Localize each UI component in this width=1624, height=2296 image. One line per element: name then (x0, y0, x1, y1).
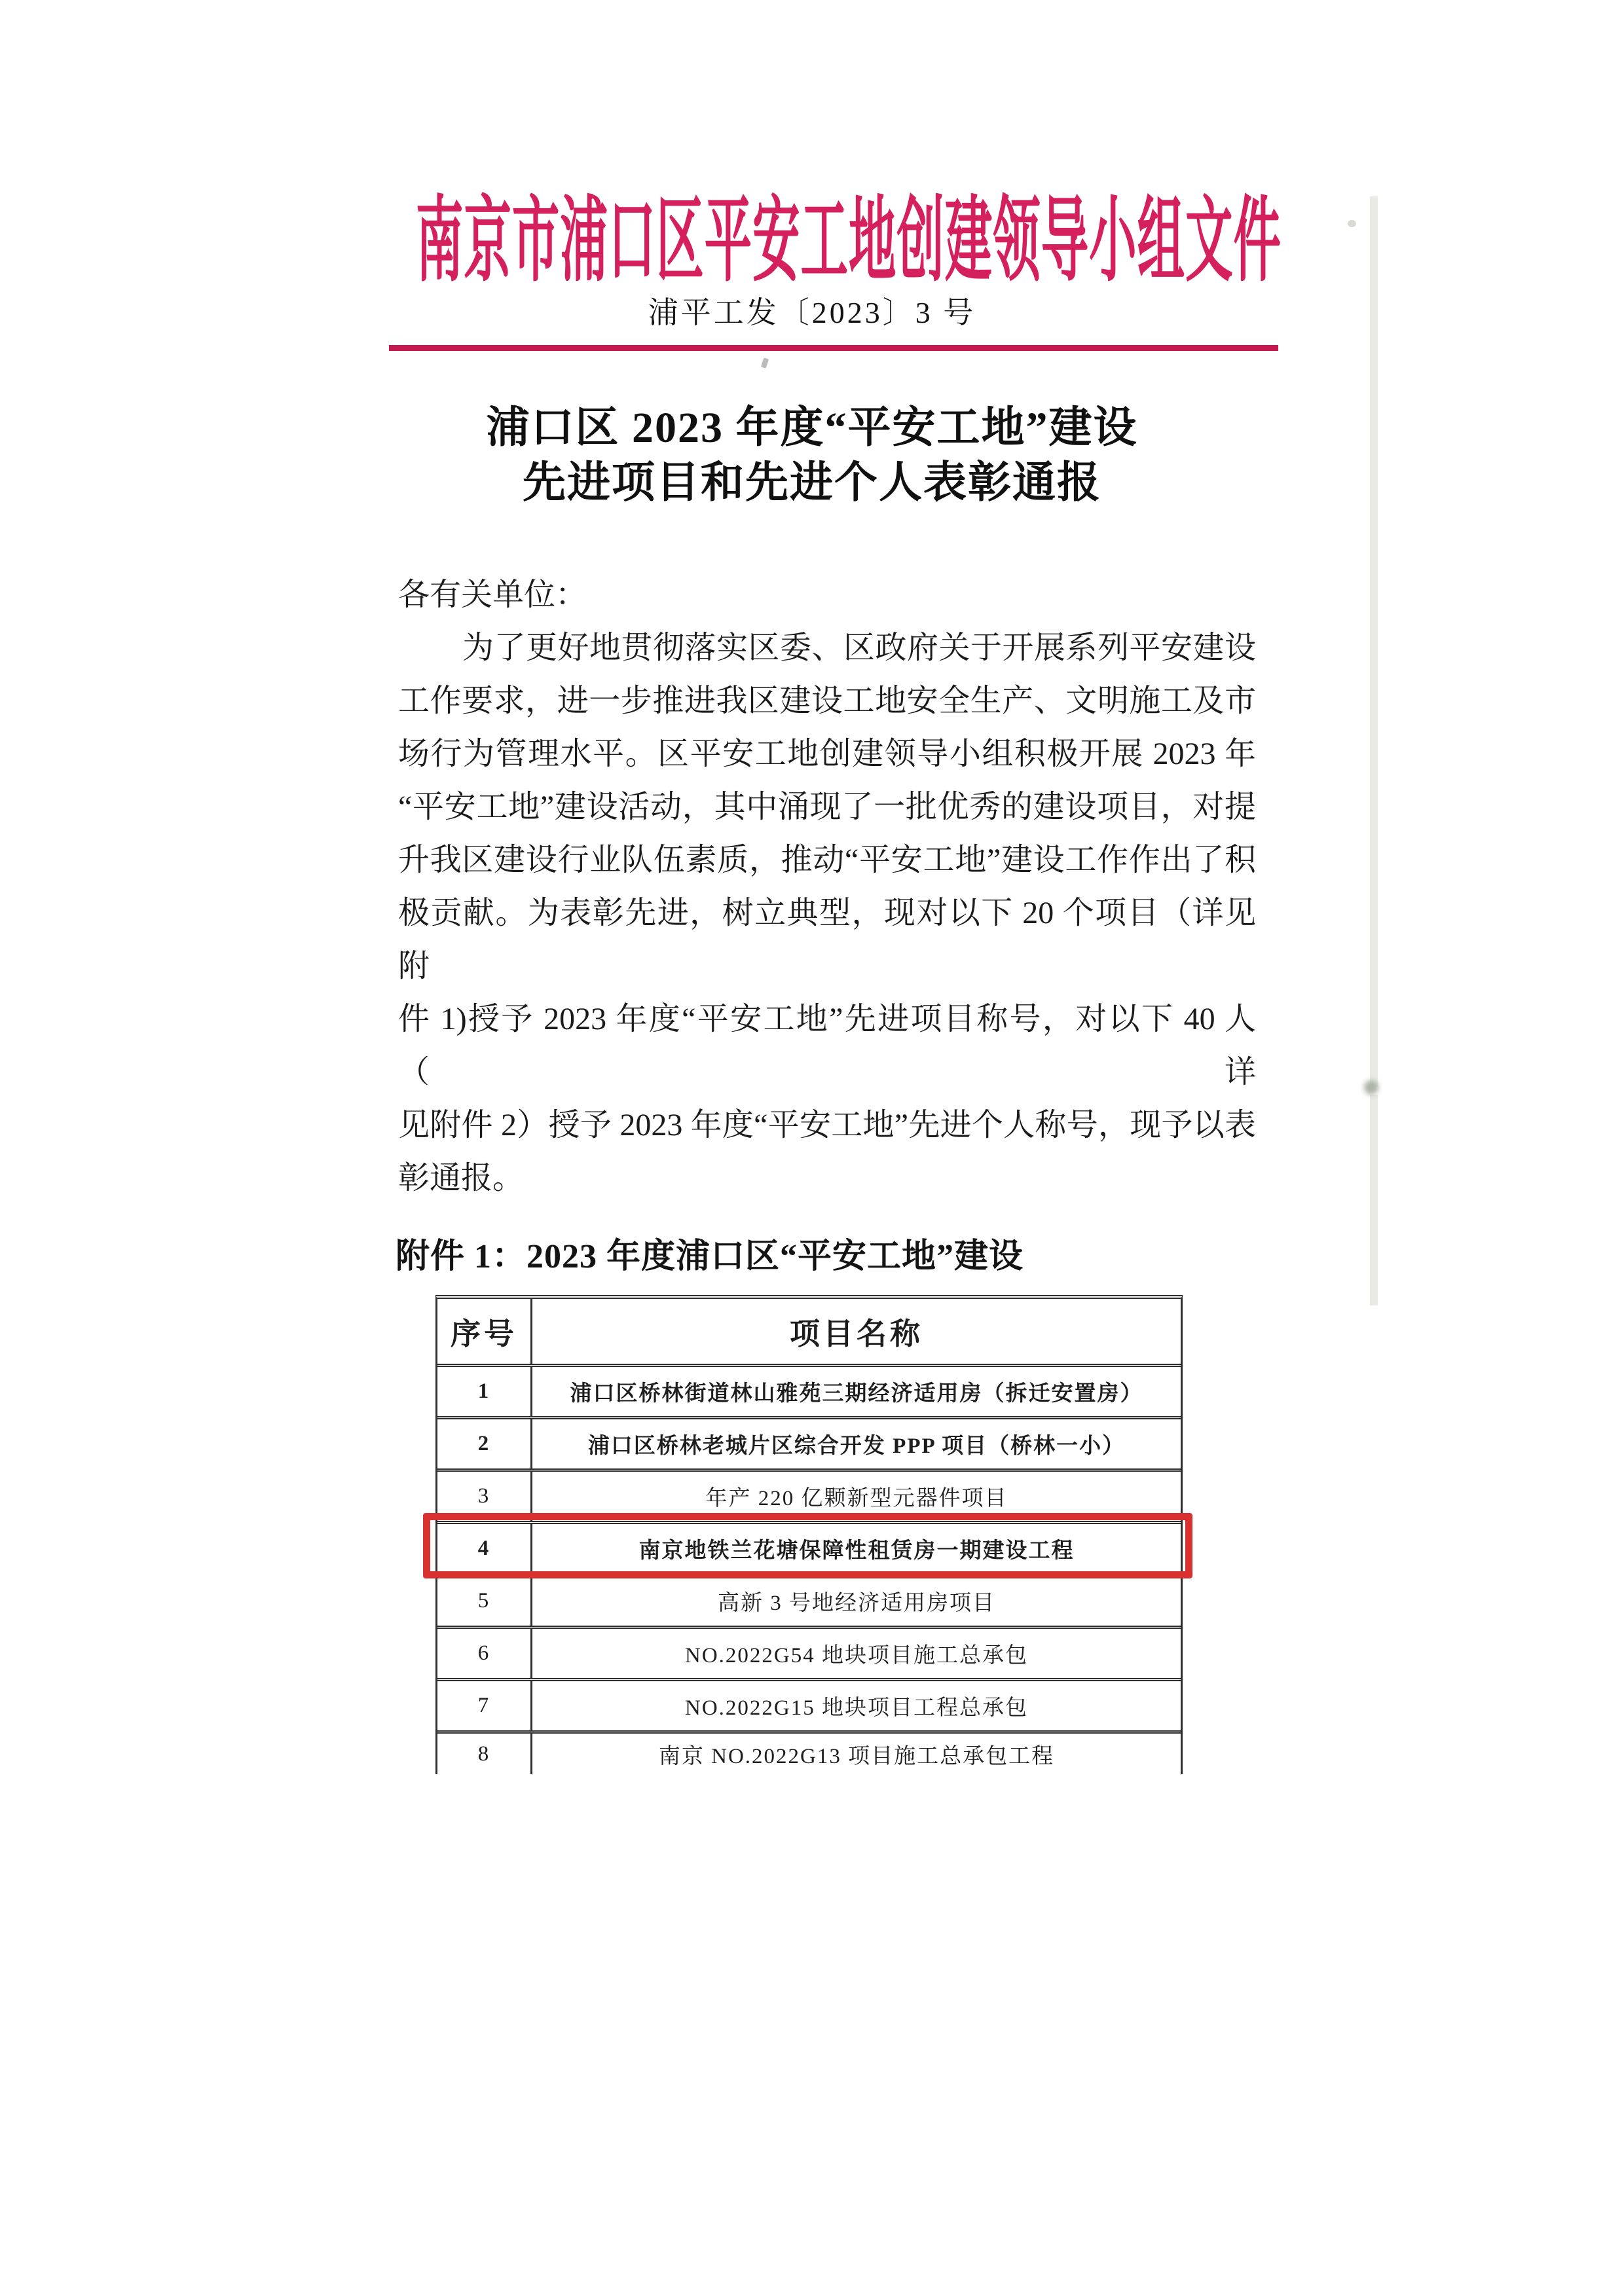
project-name-cell: 南京地铁兰花塘保障性租赁房一期建设工程 (638, 1539, 1075, 1563)
table-row (437, 1367, 1181, 1419)
table-row (437, 1734, 1181, 1774)
project-table (435, 1295, 1183, 1774)
document-body (398, 568, 1256, 1205)
row-number-cell: 8 (437, 1734, 532, 1774)
body-line: 场行为管理水平。区平安工地创建领导小组积极开展 2023 年 (398, 737, 1256, 771)
body-line: “平安工地”建设活动，其中涌现了一批优秀的建设项目，对提 (398, 790, 1256, 824)
row-number-cell: 3 (437, 1472, 532, 1521)
red-letterhead (0, 191, 1624, 291)
project-name-cell: 年产 220 亿颗新型元器件项目 (705, 1487, 1008, 1510)
row-number-cell: 2 (437, 1419, 532, 1468)
red-letterhead-text: 南京市浦口区平安工地创建领导小组文件 (416, 189, 1282, 293)
row-number-cell: 4 (437, 1524, 532, 1573)
body-line: 工作要求，进一步推进我区建设工地安全生产、文明施工及市 (398, 683, 1256, 718)
body-line: 极贡献。为表彰先进，树立典型，现对以下 20 个项目（详见附 (398, 896, 1256, 983)
row-number-cell: 6 (437, 1629, 532, 1678)
scan-artifact-strip (1370, 1095, 1378, 1305)
red-divider-line (389, 345, 1278, 351)
scan-artifact-strip (1370, 196, 1378, 1087)
row-number-cell: 1 (437, 1367, 532, 1416)
table-row (437, 1681, 1181, 1734)
scan-artifact-speck (761, 357, 769, 369)
project-name-cell: 高新 3 号地经济适用房项目 (718, 1592, 995, 1615)
table-row (437, 1419, 1181, 1472)
body-line: 为了更好地贯彻落实区委、区政府关于开展系列平安建设 (462, 630, 1256, 665)
attachment-heading: 附件 1：2023 年度浦口区“平安工地”建设 (396, 1238, 1024, 1275)
project-name-cell: 浦口区桥林街道林山雅苑三期经济适用房（拆迁安置房） (570, 1382, 1143, 1406)
column-header-name: 项目名称 (790, 1317, 923, 1351)
body-line: 见附件 2）授予 2023 年度“平安工地”先进个人称号，现予以表 (398, 1108, 1256, 1142)
project-name-cell: 南京 NO.2022G13 项目施工总承包工程 (658, 1744, 1055, 1768)
document-title (0, 401, 1624, 511)
project-name-cell: NO.2022G15 地块项目工程总承包 (685, 1696, 1028, 1720)
table-row (437, 1576, 1181, 1629)
body-line: 件 1)授予 2023 年度“平安工地”先进项目称号，对以下 40 人（详 (398, 1002, 1256, 1089)
table-row (437, 1629, 1181, 1681)
table-row-highlighted (437, 1524, 1181, 1576)
row-number-cell: 7 (437, 1681, 532, 1730)
row-number-cell: 5 (437, 1576, 532, 1626)
document-title-line1: 浦口区 2023 年度“平安工地”建设 (486, 404, 1138, 452)
body-line: 升我区建设行业队伍素质，推动“平安工地”建设工作作出了积 (398, 843, 1256, 877)
body-line: 彰通报。 (398, 1161, 525, 1195)
table-header-row (437, 1299, 1181, 1367)
scan-artifact-smudge (1364, 1080, 1378, 1095)
table-row (437, 1472, 1181, 1524)
project-name-cell: 浦口区桥林老城片区综合开发 PPP 项目（桥林一小） (587, 1434, 1126, 1458)
scan-artifact-speck (1348, 220, 1356, 227)
column-header-no: 序号 (437, 1299, 532, 1364)
project-name-cell: NO.2022G54 地块项目施工总承包 (685, 1644, 1028, 1667)
salutation: 各有关单位： (398, 577, 587, 612)
document-title-line2: 先进项目和先进个人表彰通报 (523, 459, 1101, 507)
document-number: 浦平工发〔2023〕3 号 (648, 296, 976, 329)
